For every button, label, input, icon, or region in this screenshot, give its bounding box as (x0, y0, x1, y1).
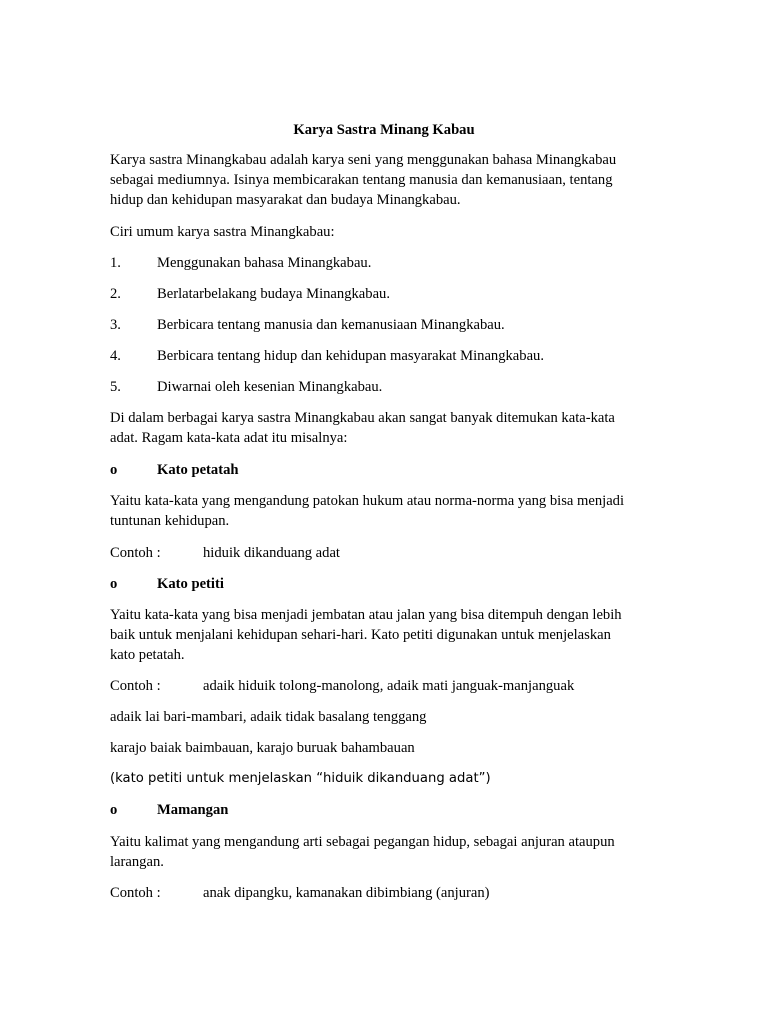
section-3-desc-line-1: Yaitu kalimat yang mengandung arti sebagai pegangan hidup, sebagai anjuran ataupun (110, 834, 615, 850)
list-number-4: 4. (110, 348, 121, 364)
intro-line-3: hidup dan kehidupan masyarakat dan budaya Minangkabau. (110, 192, 461, 208)
section-heading-mamangan: Mamangan (157, 802, 229, 818)
list-item-3: Berbicara tentang manusia dan kemanusiaan Minangkabau. (157, 317, 505, 333)
intro-line-1: Karya sastra Minangkabau adalah karya seni yang menggunakan bahasa Minangkabau (110, 152, 617, 168)
section-1-contoh-text: hiduik dikanduang adat (203, 545, 340, 561)
list-item-1: Menggunakan bahasa Minangkabau. (157, 255, 372, 271)
section-2-contoh-text: adaik hiduik tolong-manolong, adaik mati janguak-manjanguak (203, 678, 575, 694)
section-2-desc-line-1: Yaitu kata-kata yang bisa menjadi jembatan atau jalan yang bisa ditempuh dengan lebih (110, 607, 622, 623)
section-2-note: (kato petiti untuk menjelaskan “hiduik dikanduang adat”) (110, 771, 491, 786)
section-heading-kato-petatah: Kato petatah (157, 462, 239, 478)
ciri-heading: Ciri umum karya sastra Minangkabau: (110, 224, 335, 240)
section-heading-kato-petiti: Kato petiti (157, 576, 224, 592)
section-3-desc-line-2: larangan. (110, 854, 164, 870)
list-item-4: Berbicara tentang hidup dan kehidupan masyarakat Minangkabau. (157, 348, 545, 364)
list-number-1: 1. (110, 255, 121, 271)
intro-line-2: sebagai mediumnya. Isinya membicarakan tentang manusia dan kemanusiaan, tentang (110, 172, 613, 188)
section-2-desc-line-3: kato petatah. (110, 647, 185, 663)
section-bullet-2: o (110, 576, 118, 592)
section-bullet-1: o (110, 462, 118, 478)
section-1-desc-line-2: tuntunan kehidupan. (110, 513, 230, 529)
ragam-intro-line-2: adat. Ragam kata-kata adat itu misalnya: (110, 430, 348, 446)
document-title: Karya Sastra Minang Kabau (293, 122, 475, 138)
section-1-desc-line-1: Yaitu kata-kata yang mengandung patokan hukum atau norma-norma yang bisa menjadi (110, 493, 625, 509)
ragam-intro-line-1: Di dalam berbagai karya sastra Minangkabau akan sangat banyak ditemukan kata-kata (110, 410, 615, 426)
list-number-5: 5. (110, 379, 121, 395)
section-3-contoh-text: anak dipangku, kamanakan dibimbiang (anjuran) (203, 885, 490, 901)
section-1-contoh-label: Contoh : (110, 545, 161, 561)
section-2-desc-line-2: baik untuk menjalani kehidupan sehari-hari. Kato petiti digunakan untuk menjelaskan (110, 627, 611, 643)
section-2-contoh-label: Contoh : (110, 678, 161, 694)
section-bullet-3: o (110, 802, 118, 818)
list-item-2: Berlatarbelakang budaya Minangkabau. (157, 286, 391, 302)
list-number-3: 3. (110, 317, 121, 333)
section-3-contoh-label: Contoh : (110, 885, 161, 901)
list-item-5: Diwarnai oleh kesenian Minangkabau. (157, 379, 383, 395)
section-2-extra-line-2: karajo baiak baimbauan, karajo buruak bahambauan (110, 740, 415, 756)
list-number-2: 2. (110, 286, 121, 302)
section-2-extra-line-1: adaik lai bari-mambari, adaik tidak basalang tenggang (110, 709, 427, 725)
